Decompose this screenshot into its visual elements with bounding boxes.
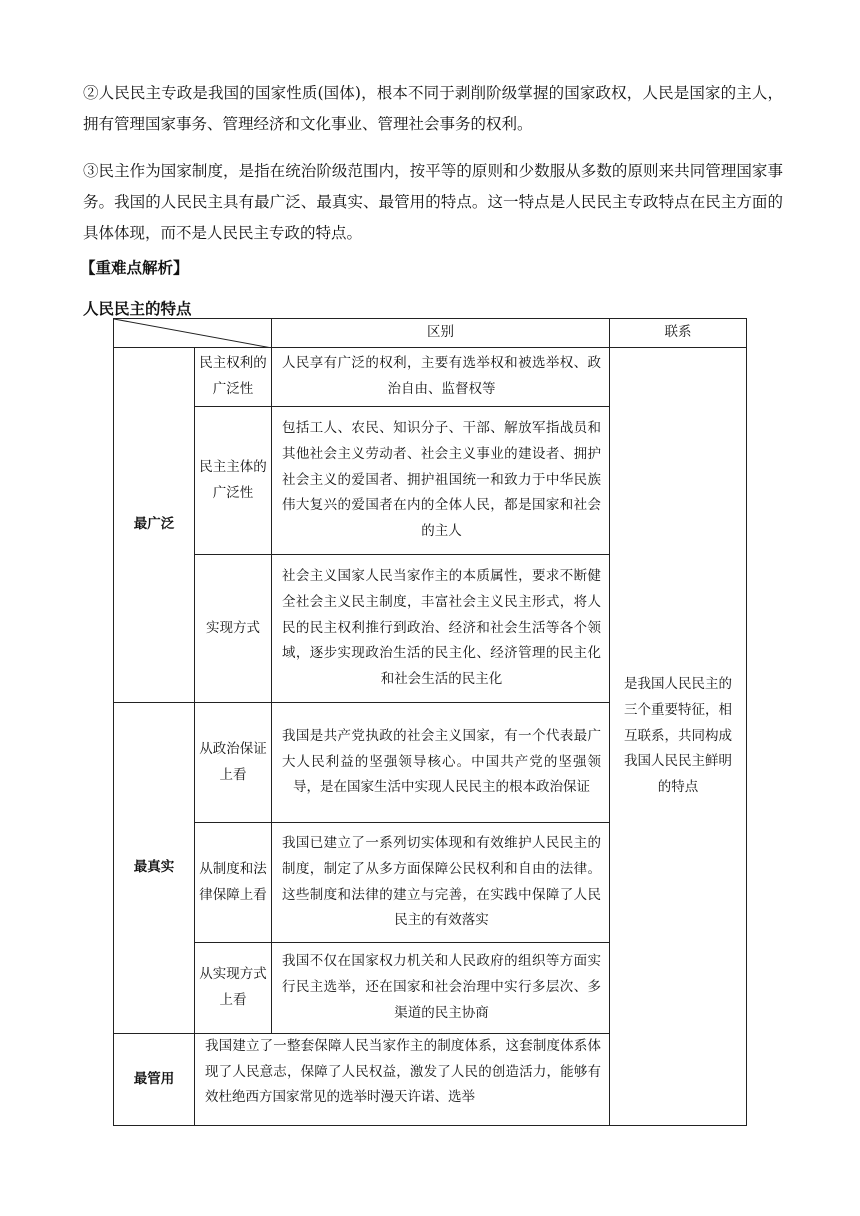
paragraph-3: ③民主作为国家制度，是指在统治阶级范围内，按平等的原则和少数服从多数的原则来共同管理国家事务。我国的人民民主具有最广泛、最真实、最管用的特点。这一特点是人民民主专政特点在民主方面的具体体现，而不是人民民主专政的特点。: [83, 162, 783, 242]
category-useful: 最管用: [114, 1034, 195, 1126]
desc-method: 社会主义国家人民当家作主的本质属性，要求不断健全社会主义民主制度，丰富社会主义民主形式，将人民的民主权利推行到政治、经济和社会生活等各个领域，逐步实现政治生活的民主化、经济管理的民主化和社会生活的民主化: [272, 555, 610, 703]
desc-rights: 人民享有广泛的权利，主要有选举权和被选举权、政治自由、监督权等: [272, 348, 610, 407]
desc-legal: 我国已建立了一系列切实体现和有效维护人民民主的制度，制定了从多方面保障公民权利和自由的法律。这些制度和法律的建立与完善，在实践中保障了人民民主的有效落实: [272, 823, 610, 943]
connection-text: 是我国人民民主的三个重要特征，相互联系，共同构成我国人民民主鲜明的特点: [610, 348, 747, 1126]
table-title: 人民民主的特点: [83, 300, 192, 318]
desc-useful: 我国建立了一整套保障人民当家作主的制度体系，这套制度体系体现了人民意志，保障了人民权益，激发了人民的创造活力，能够有效杜绝西方国家常见的选举时漫天许诺、选举: [195, 1034, 610, 1126]
sub-rights: 民主权利的广泛性: [195, 348, 272, 407]
sub-subjects: 民主主体的广泛性: [195, 407, 272, 555]
desc-subjects: 包括工人、农民、知识分子、干部、解放军指战员和其他社会主义劳动者、社会主义事业的建设者、拥护社会主义的爱国者、拥护祖国统一和致力于中华民族伟大复兴的爱国者在内的全体人民，都是国家和社会的主人: [272, 407, 610, 555]
section-heading: 【重难点解析】: [80, 259, 189, 277]
category-widest: 最广泛: [114, 348, 195, 703]
category-truest: 最真实: [114, 703, 195, 1034]
header-connection: 联系: [610, 319, 747, 348]
diagonal-header-cell: [114, 319, 272, 348]
diagonal-line: [114, 319, 272, 348]
desc-political: 我国是共产党执政的社会主义国家，有一个代表最广大人民利益的坚强领导核心。中国共产党的坚强领导，是在国家生活中实现人民民主的根本政治保证: [272, 703, 610, 823]
sub-legal: 从制度和法律保障上看: [195, 823, 272, 943]
sub-political: 从政治保证上看: [195, 703, 272, 823]
sub-realization: 从实现方式上看: [195, 943, 272, 1034]
desc-realization: 我国不仅在国家权力机关和人民政府的组织等方面实行民主选举，还在国家和社会治理中实行多层次、多渠道的民主协商: [272, 943, 610, 1034]
header-difference: 区别: [272, 319, 610, 348]
features-table: [113, 318, 747, 1126]
sub-method: 实现方式: [195, 555, 272, 703]
paragraph-2: ②人民民主专政是我国的国家性质(国体)，根本不同于剥削阶级掌握的国家政权，人民是国家的主人，拥有管理国家事务、管理经济和文化事业、管理社会事务的权利。: [83, 84, 783, 133]
